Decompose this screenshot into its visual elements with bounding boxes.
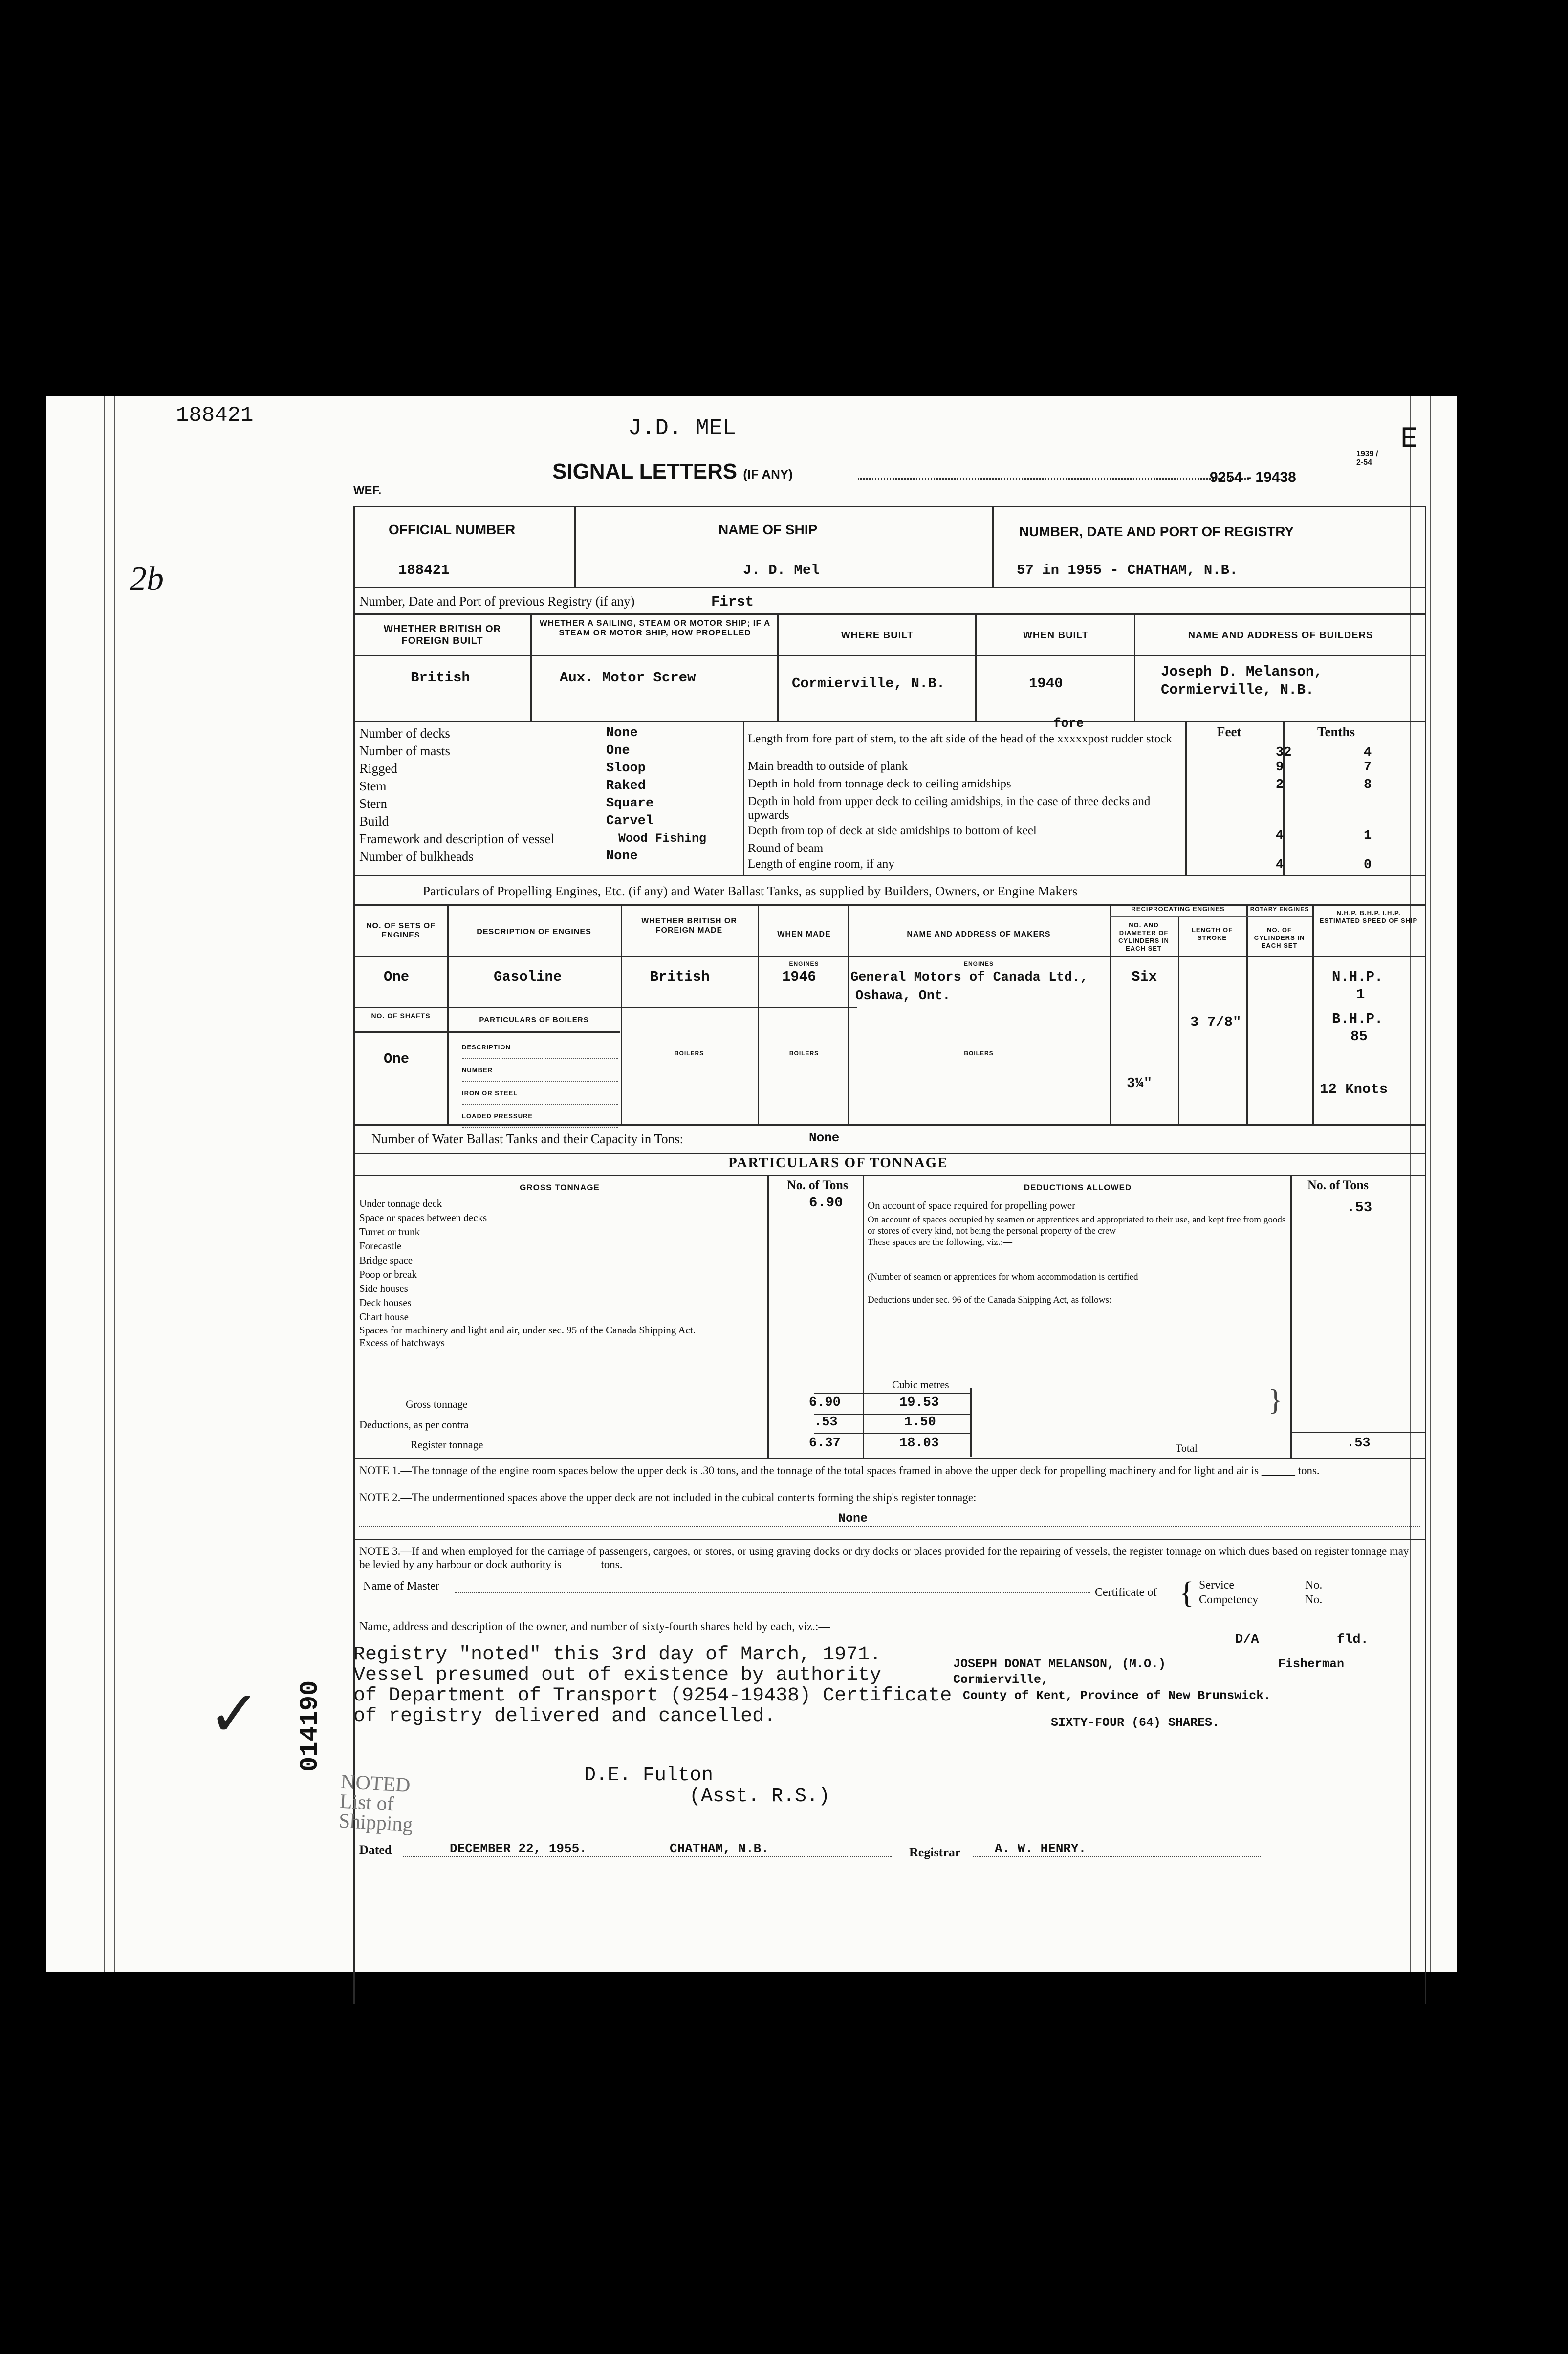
speed-value: 12 Knots bbox=[1320, 1081, 1388, 1097]
nhp-value: 1 bbox=[1356, 986, 1365, 1003]
eng-h-desc: DESCRIPTION OF ENGINES bbox=[477, 928, 591, 936]
under-deck-tons: 6.90 bbox=[809, 1195, 843, 1211]
registry-port-label: NUMBER, DATE AND PORT OF REGISTRY bbox=[1019, 524, 1294, 539]
measurement-row: Length from fore part of stem, to the aft side of the head of the xxxxxpost rudder stock 32 4 bbox=[748, 732, 1372, 760]
deduction-line: (Number of seamen or apprentices for whom accommodation is certified bbox=[868, 1272, 1138, 1282]
eng-h-rot-cyl: NO. OF CYLINDERS IN EACH SET bbox=[1254, 926, 1305, 949]
detail-row: Number of bulkheads None bbox=[359, 849, 638, 864]
stamp-number: 014190 bbox=[296, 1680, 325, 1772]
bhp-value: 85 bbox=[1350, 1028, 1368, 1045]
owner-addr2: County of Kent, Province of New Brunswick. bbox=[963, 1689, 1271, 1703]
annotation-line: Registry "noted" this 3rd day of March, 1971. bbox=[353, 1644, 882, 1666]
dated-date: DECEMBER 22, 1955. bbox=[450, 1841, 587, 1856]
boiler-row: LOADED PRESSURE bbox=[462, 1105, 618, 1128]
detail-row: Build Carvel bbox=[359, 814, 654, 828]
registrar-name: A. W. HENRY. bbox=[995, 1841, 1087, 1856]
deductions-tons: .53 bbox=[814, 1415, 838, 1430]
registrar-label: Registrar bbox=[909, 1845, 961, 1859]
build-header-british: WHETHER BRITISH OR FOREIGN BUILT bbox=[383, 624, 501, 646]
gross-row: Side houses bbox=[359, 1283, 408, 1294]
tons-header: No. of Tons bbox=[787, 1178, 848, 1192]
dated-place: CHATHAM, N.B. bbox=[670, 1841, 769, 1856]
deductions-cubic: 1.50 bbox=[904, 1415, 936, 1430]
master-label: Name of Master bbox=[363, 1580, 439, 1592]
eng-h-boilers: PARTICULARS OF BOILERS bbox=[479, 1016, 589, 1024]
gross-row: Poop or break bbox=[359, 1268, 417, 1280]
signal-ref: 9254 - 19438 bbox=[1210, 469, 1296, 485]
wef-label: WEF. bbox=[353, 484, 382, 497]
measurements bbox=[748, 728, 1422, 875]
engine-when: 1946 bbox=[782, 969, 816, 985]
annotation-block bbox=[353, 1645, 952, 1727]
competency-no-label: No. bbox=[1305, 1593, 1323, 1606]
competency-label: Competency bbox=[1199, 1593, 1259, 1606]
gross-row: Excess of hatchways bbox=[359, 1337, 445, 1349]
gross-row: Spaces for machinery and light and air, under sec. 95 of the Canada Shipping Act. bbox=[359, 1324, 696, 1336]
ship-name: J. D. Mel bbox=[743, 562, 820, 578]
when-sub-boilers: BOILERS bbox=[789, 1050, 819, 1057]
measurement-row: Main breadth to outside of plank 9 7 bbox=[748, 760, 1372, 775]
deduction-line: On account of space required for propelling power bbox=[868, 1199, 1076, 1211]
detail-row: Number of masts One bbox=[359, 743, 630, 758]
deductions-contra-label: Deductions, as per contra bbox=[359, 1418, 469, 1431]
gross-row: Forecastle bbox=[359, 1240, 402, 1252]
gross-tonnage-label: Gross tonnage bbox=[406, 1398, 468, 1410]
eng-h-british: WHETHER BRITISH OR FOREIGN MADE bbox=[641, 917, 737, 935]
build-header-where: WHERE BUILT bbox=[841, 630, 914, 641]
certificate-label: Certificate of bbox=[1095, 1586, 1157, 1599]
gross-header: GROSS TONNAGE bbox=[520, 1183, 600, 1192]
register-tonnage-label: Register tonnage bbox=[411, 1439, 483, 1451]
total-tons: .53 bbox=[1347, 1436, 1371, 1451]
deduction-line: These spaces are the following, viz.:— bbox=[868, 1237, 1012, 1247]
boiler-row: NUMBER bbox=[462, 1059, 618, 1082]
engine-makers2: Oshawa, Ont. bbox=[855, 989, 951, 1003]
owner-fld: fld. bbox=[1337, 1633, 1369, 1647]
eng-sub-engines: ENGINES bbox=[789, 960, 819, 967]
engine-stroke: 3 7/8" bbox=[1190, 1014, 1241, 1030]
gross-cubic: 19.53 bbox=[899, 1395, 939, 1410]
makers-sub-boilers: BOILERS bbox=[964, 1050, 994, 1057]
eng-h-cyl: NO. AND DIAMETER OF CYLINDERS IN EACH SET bbox=[1118, 921, 1169, 952]
signal-letters-suffix: (IF ANY) bbox=[743, 467, 793, 481]
detail-row: Stern Square bbox=[359, 796, 654, 811]
tenths-label: Tenths bbox=[1317, 724, 1355, 739]
deductions-text bbox=[868, 1200, 1288, 1306]
margin-scribble: 2b bbox=[130, 560, 164, 598]
ded-tons-header: No. of Tons bbox=[1307, 1178, 1369, 1192]
cubic-label: Cubic metres bbox=[892, 1378, 949, 1391]
note-3: NOTE 3.—If and when employed for the carriage of passengers, cargoes, or stores, or using graving docks or dry docks or places provided for the repairing of vessels, the register tonnage on which dues based on register tonnage may be levied by any harbour or dock authority is ______ tons. bbox=[359, 1545, 1409, 1570]
build-header-when: WHEN BUILT bbox=[1023, 630, 1089, 641]
measurement-row: Round of beam bbox=[748, 842, 824, 855]
propulsion: Aux. Motor Screw bbox=[560, 670, 696, 686]
deductions-header: DEDUCTIONS ALLOWED bbox=[1024, 1183, 1132, 1192]
built-british: British bbox=[411, 670, 470, 686]
note-2: NOTE 2.—The undermentioned spaces above the upper deck are not included in the cubical contents forming the ship's register tonnage: bbox=[359, 1491, 977, 1504]
engine-makers1: General Motors of Canada Ltd., bbox=[850, 970, 1089, 985]
ship-header: J.D. MEL bbox=[628, 415, 736, 441]
eng-h-makers: NAME AND ADDRESS OF MAKERS bbox=[907, 930, 1051, 938]
cylinder-diameter: 3¼" bbox=[1127, 1075, 1153, 1091]
ship-name-label: NAME OF SHIP bbox=[719, 522, 818, 537]
registry-port: 57 in 1955 - CHATHAM, N.B. bbox=[1017, 562, 1238, 578]
builder-line1: Joseph D. Melanson, bbox=[1161, 664, 1323, 680]
builder-line2: Cormierville, N.B. bbox=[1161, 682, 1314, 698]
gross-row: Turret or trunk bbox=[359, 1226, 420, 1238]
gross-tons: 6.90 bbox=[809, 1395, 841, 1410]
ballast-value: None bbox=[809, 1131, 840, 1145]
cert-brace: { bbox=[1179, 1576, 1194, 1610]
annotation-signer-title: (Asst. R.S.) bbox=[689, 1786, 830, 1808]
official-number: 188421 bbox=[398, 562, 450, 578]
file-number: 188421 bbox=[176, 403, 254, 428]
eng-h-stroke: LENGTH OF STROKE bbox=[1191, 926, 1233, 941]
engine-cylinders: Six bbox=[1132, 969, 1157, 985]
owner-addr1: Cormierville, bbox=[953, 1673, 1049, 1687]
eng-h-when: WHEN MADE bbox=[777, 930, 831, 938]
engine-sets: One bbox=[384, 969, 410, 985]
owner-shares: SIXTY-FOUR (64) SHARES. bbox=[1051, 1716, 1220, 1730]
noted-stamp-text: NOTED List of Shipping bbox=[338, 1770, 414, 1836]
margin-note: 1939 / 2-54 bbox=[1356, 450, 1378, 467]
where-built: Cormierville, N.B. bbox=[792, 676, 945, 692]
service-label: Service bbox=[1199, 1579, 1234, 1591]
vessel-details bbox=[359, 726, 740, 867]
boiler-rows bbox=[462, 1036, 618, 1128]
eng-h-hp: N.H.P. B.H.P. I.H.P. ESTIMATED SPEED OF SHIP bbox=[1319, 909, 1418, 924]
dated-label: Dated bbox=[359, 1843, 392, 1857]
ballast-label: Number of Water Ballast Tanks and their Capacity in Tons: bbox=[371, 1132, 684, 1146]
note-1: NOTE 1.—The tonnage of the engine room spaces below the upper deck is .30 tons, and the tonnage of the total spaces framed in above the upper deck for propelling machinery and for light and air is ______ tons. bbox=[359, 1464, 1320, 1477]
detail-row: Stem Raked bbox=[359, 779, 646, 793]
signal-letters-label: SIGNAL LETTERS bbox=[552, 459, 738, 483]
build-header-propulsion: WHETHER A SAILING, STEAM OR MOTOR SHIP; IF A STEAM OR MOTOR SHIP, HOW PROPELLED bbox=[539, 618, 771, 637]
gross-row: Space or spaces between decks bbox=[359, 1212, 487, 1223]
eng-h-shafts: NO. OF SHAFTS bbox=[371, 1012, 431, 1020]
gross-row: Chart house bbox=[359, 1311, 409, 1323]
previous-registry-label: Number, Date and Port of previous Registry (if any) bbox=[359, 594, 635, 609]
detail-row: Rigged Sloop bbox=[359, 761, 646, 776]
owner-intro: Name, address and description of the owner, and number of sixty-fourth shares held by each, viz.:— bbox=[359, 1620, 830, 1633]
gross-rows bbox=[359, 1197, 765, 1350]
owner-name: JOSEPH DONAT MELANSON, (M.O.) bbox=[953, 1657, 1166, 1671]
deduction-line: Deductions under sec. 96 of the Canada Shipping Act, as follows: bbox=[868, 1295, 1112, 1305]
deduction-line: On account of spaces occupied by seamen or apprentices and appropriated to their use, and kept free from goods or stores of every kind, not being the personal property of the crew bbox=[868, 1215, 1286, 1236]
noted-stamp bbox=[338, 1772, 424, 1835]
service-no-label: No. bbox=[1305, 1579, 1323, 1591]
engine-british: British bbox=[650, 969, 710, 985]
registry-document bbox=[46, 396, 1457, 1972]
gross-row: Deck houses bbox=[359, 1297, 412, 1308]
gross-row: Under tonnage deck bbox=[359, 1198, 442, 1209]
register-tons: 6.37 bbox=[809, 1436, 841, 1451]
detail-row: Number of decks None bbox=[359, 726, 638, 741]
checkmark: ✓ bbox=[208, 1677, 261, 1751]
boiler-row: DESCRIPTION bbox=[462, 1036, 618, 1059]
measurement-row: Depth from top of deck at side amidships to bottom of keel 4 1 bbox=[748, 824, 1372, 843]
total-label: Total bbox=[1176, 1442, 1198, 1454]
note-2-value: None bbox=[838, 1511, 868, 1526]
annotation-line: Vessel presumed out of existence by authority bbox=[353, 1664, 882, 1686]
measurement-row: Depth in hold from tonnage deck to ceiling amidships 2 8 bbox=[748, 777, 1372, 792]
deduction-1-tons: .53 bbox=[1347, 1199, 1372, 1216]
fore-insert: fore bbox=[1053, 716, 1084, 731]
annotation-line: of Department of Transport (9254-19438) Certificate bbox=[353, 1685, 952, 1707]
tonnage-title: PARTICULARS OF TONNAGE bbox=[728, 1155, 948, 1171]
detail-row: Framework and description of vessel Wood Fishing bbox=[359, 831, 707, 846]
engine-desc: Gasoline bbox=[494, 969, 562, 985]
eng-h-sets: NO. OF SETS OF ENGINES bbox=[366, 922, 436, 939]
engines-title: Particulars of Propelling Engines, Etc. (if any) and Water Ballast Tanks, as supplied by Builders, Owners, or Engine Makers bbox=[423, 884, 1078, 898]
boiler-row: IRON OR STEEL bbox=[462, 1082, 618, 1105]
annotation-signer: D.E. Fulton bbox=[584, 1765, 714, 1787]
when-built: 1940 bbox=[1029, 676, 1063, 692]
feet-label: Feet bbox=[1217, 724, 1241, 739]
eng-h-rotary: ROTARY ENGINES bbox=[1250, 906, 1309, 913]
official-number-label: OFFICIAL NUMBER bbox=[389, 522, 516, 537]
british-sub-boilers: BOILERS bbox=[674, 1050, 704, 1057]
shafts-value: One bbox=[384, 1051, 410, 1067]
owner-da: D/A bbox=[1235, 1633, 1259, 1647]
register-cubic: 18.03 bbox=[899, 1436, 939, 1451]
annotation-line: of registry delivered and cancelled. bbox=[353, 1705, 776, 1727]
build-header-builders: NAME AND ADDRESS OF BUILDERS bbox=[1188, 630, 1373, 641]
eng-h-recip: RECIPROCATING ENGINES bbox=[1131, 905, 1225, 913]
gross-row: Bridge space bbox=[359, 1254, 413, 1266]
measurement-row: Length of engine room, if any 4 0 bbox=[748, 857, 1372, 872]
brace: } bbox=[1268, 1384, 1283, 1416]
nhp-label: N.H.P. bbox=[1332, 969, 1383, 985]
previous-registry-value: First bbox=[711, 594, 754, 610]
pencil-mark: E bbox=[1400, 423, 1418, 456]
signal-letters-title bbox=[552, 459, 793, 484]
bhp-label: B.H.P. bbox=[1332, 1011, 1383, 1027]
owner-occupation: Fisherman bbox=[1278, 1657, 1345, 1671]
measurement-row: Depth in hold from upper deck to ceiling amidships, in the case of three decks and upwards bbox=[748, 795, 1151, 822]
makers-sub-engines: ENGINES bbox=[963, 960, 994, 967]
